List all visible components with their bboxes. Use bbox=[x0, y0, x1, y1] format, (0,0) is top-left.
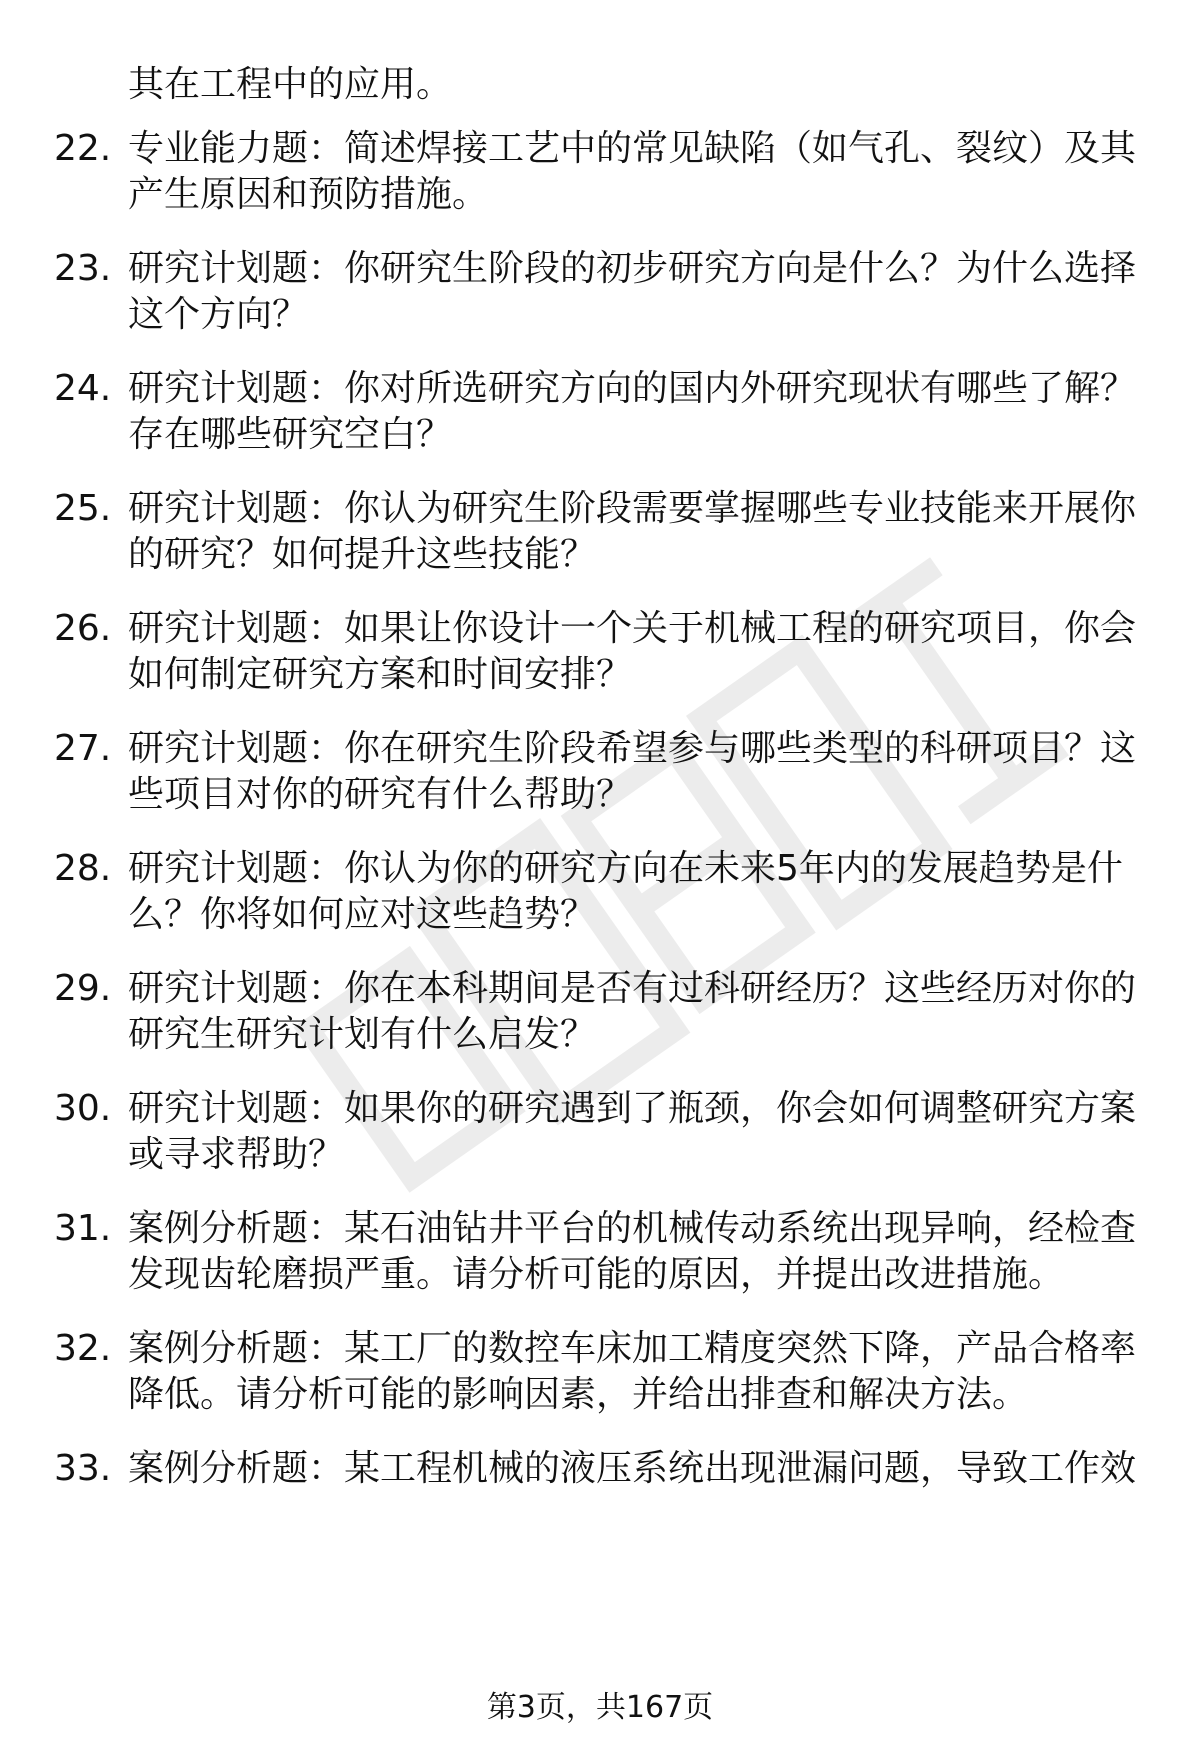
item-number: 25. bbox=[54, 488, 112, 529]
page-footer: 第3页，共167页 bbox=[486, 1690, 714, 1725]
item-text-line: 这个方向？ bbox=[128, 294, 309, 335]
item-number: 27. bbox=[54, 728, 112, 769]
item-text-line: 存在哪些研究空白？ bbox=[128, 414, 453, 455]
item-number: 32. bbox=[54, 1328, 112, 1369]
item-number: 30. bbox=[54, 1088, 112, 1129]
item-text-line: 的研究？如何提升这些技能？ bbox=[128, 534, 597, 575]
item-text-line: 么？你将如何应对这些趋势？ bbox=[128, 894, 597, 935]
item-text-line: 发现齿轮磨损严重。请分析可能的原因，并提出改进措施。 bbox=[128, 1254, 1065, 1295]
item-text-line: 案例分析题：某工厂的数控车床加工精度突然下降，产品合格率 bbox=[128, 1328, 1137, 1369]
item-text-line: 或寻求帮助？ bbox=[128, 1134, 345, 1175]
item-text-line: 些项目对你的研究有什么帮助？ bbox=[128, 774, 633, 815]
item-text-line: 研究计划题：如果你的研究遇到了瓶颈，你会如何调整研究方案 bbox=[128, 1088, 1137, 1129]
item-number: 31. bbox=[54, 1208, 112, 1249]
item-number: 22. bbox=[54, 128, 112, 169]
item-text-line: 案例分析题：某石油钻井平台的机械传动系统出现异响，经检查 bbox=[128, 1208, 1137, 1249]
item-text-line: 研究计划题：你认为研究生阶段需要掌握哪些专业技能来开展你 bbox=[128, 488, 1137, 529]
item-number: 23. bbox=[54, 248, 112, 289]
item-text-line: 研究计划题：你研究生阶段的初步研究方向是什么？为什么选择 bbox=[128, 248, 1137, 289]
item-text-line: 如何制定研究方案和时间安排？ bbox=[128, 654, 633, 695]
item-text-line: 研究计划题：你在研究生阶段希望参与哪些类型的科研项目？这 bbox=[128, 728, 1137, 769]
item-text-line: 研究计划题：你认为你的研究方向在未来5年内的发展趋势是什 bbox=[128, 848, 1123, 889]
item-number: 26. bbox=[54, 608, 112, 649]
item-number: 29. bbox=[54, 968, 112, 1009]
item-number: 28. bbox=[54, 848, 112, 889]
item-text-line: 研究生研究计划有什么启发？ bbox=[128, 1014, 597, 1055]
continuation-text: 其在工程中的应用。 bbox=[128, 64, 453, 105]
item-text-line: 研究计划题：你在本科期间是否有过科研经历？这些经历对你的 bbox=[128, 968, 1137, 1009]
item-text-line: 案例分析题：某工程机械的液压系统出现泄漏问题，导致工作效 bbox=[128, 1448, 1137, 1489]
item-text-line: 专业能力题：简述焊接工艺中的常见缺陷（如气孔、裂纹）及其 bbox=[128, 128, 1137, 169]
item-text-line: 产生原因和预防措施。 bbox=[128, 174, 489, 215]
item-text-line: 研究计划题：如果让你设计一个关于机械工程的研究项目，你会 bbox=[128, 608, 1137, 649]
item-text-line: 研究计划题：你对所选研究方向的国内外研究现状有哪些了解？ bbox=[128, 368, 1137, 409]
item-text-line: 降低。请分析可能的影响因素，并给出排查和解决方法。 bbox=[128, 1374, 1029, 1415]
item-number: 33. bbox=[54, 1448, 112, 1489]
item-number: 24. bbox=[54, 368, 112, 409]
